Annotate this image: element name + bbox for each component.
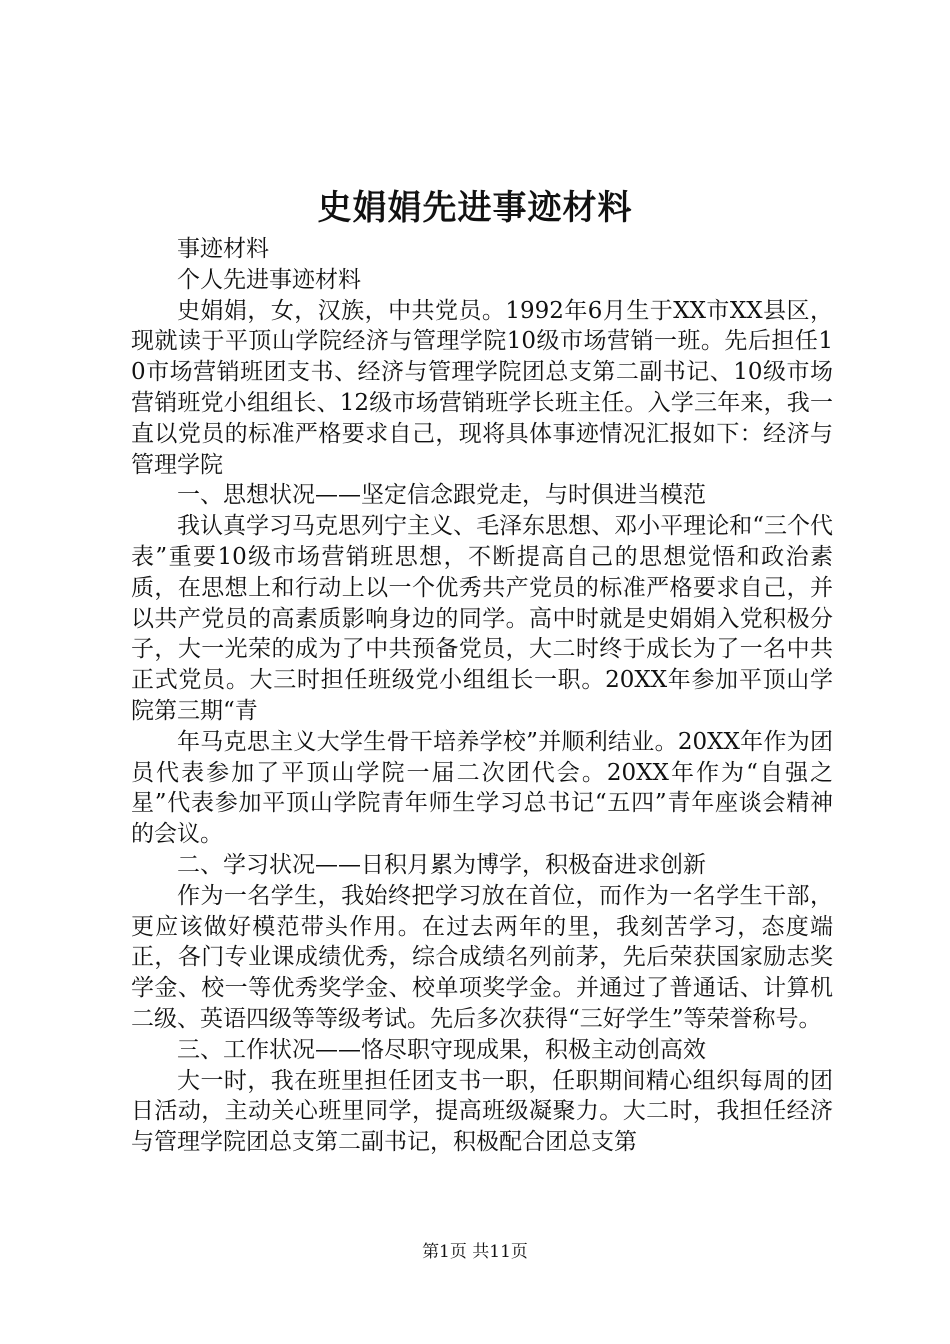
paragraph-thought-cont: 年马克思主义大学生骨干培养学校”并顺利结业。20XX年作为团员代表参加了平顶山学院一届二次团代会。20XX年作为“自强之星”代表参加平顶山学院青年师生学习总书记“五四”青年座谈会精神的会议。 [131, 728, 833, 848]
paragraph-intro: 史娟娟，女，汉族，中共党员。1992年6月生于XX市XX县区，现就读于平顶山学院经济与管理学院10级市场营销一班。先后担任10市场营销班团支书、经济与管理学院团总支第二副书记、10级市场营销班党小组组长、12级市场营销班学长班主任。入学三年来，我一直以党员的标准严格要求自己，现将具体事迹情况汇报如下：经济与管理学院 [131, 297, 833, 478]
paragraph-heading-1: 事迹材料 [177, 236, 269, 262]
document-title: 史娟娟先进事迹材料 [317, 188, 633, 228]
paragraph-heading-2: 个人先进事迹材料 [177, 266, 361, 293]
paragraph-thought: 我认真学习马克思列宁主义、毛泽东思想、邓小平理论和“三个代表”重要10级市场营销班思想，不断提高自己的思想觉悟和政治素质，在思想上和行动上以一个优秀共产党员的标准严格要求自己，并以共产党员的高素质影响身边的同学。高中时就是史娟娟入党积极分子，大一光荣的成为了中共预备党员，大二时终于成长为了一名中共正式党员。大三时担任班级党小组组长一职。20XX年参加平顶山学院第三期“青 [131, 513, 833, 724]
section-heading-thought: 一、思想状况——坚定信念跟党走，与时俱进当模范 [177, 482, 706, 509]
paragraph-work: 大一时，我在班里担任团支书一职，任职期间精心组织每周的团日活动，主动关心班里同学，提高班级凝聚力。大二时，我担任经济与管理学院团总支第二副书记，积极配合团总支第 [131, 1067, 833, 1156]
section-heading-study: 二、学习状况——日积月累为博学，积极奋进求创新 [177, 851, 706, 878]
paragraph-study: 作为一名学生，我始终把学习放在首位，而作为一名学生干部，更应该做好模范带头作用。在过去两年的里，我刻苦学习，态度端正，各门专业课成绩优秀，综合成绩名列前茅，先后荣获国家励志奖学金、校一等优秀奖学金、校单项奖学金。并通过了普通话、计算机二级、英语四级等等级考试。先后多次获得“三好学生”等荣誉称号。 [131, 882, 833, 1032]
page-footer: 第1页 共11页 [422, 1242, 528, 1262]
document-body [131, 234, 833, 1158]
section-heading-work: 三、工作状况——恪尽职守现成果，积极主动创高效 [177, 1036, 706, 1063]
